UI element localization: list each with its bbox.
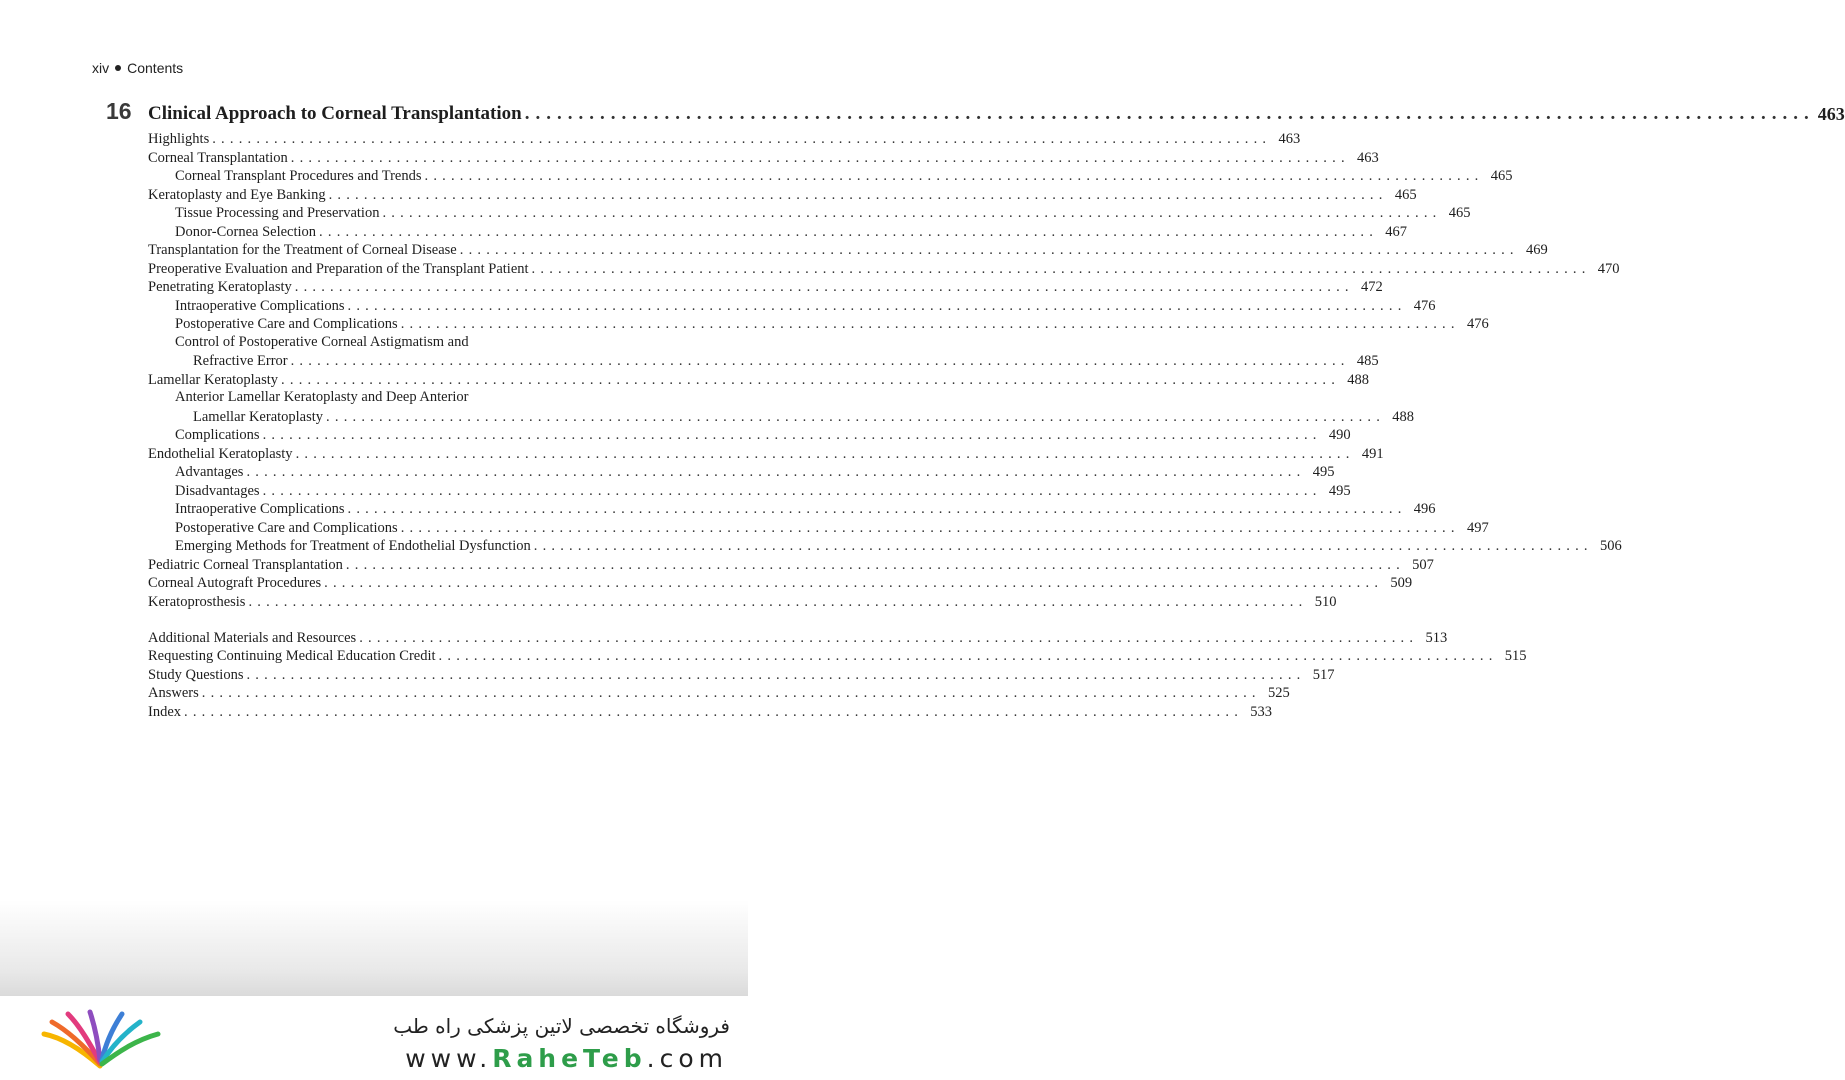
toc-entry[interactable] xyxy=(175,462,1335,481)
toc-entry[interactable] xyxy=(148,573,1413,592)
toc-entry-page: 491 xyxy=(1361,446,1384,462)
toc-entry-title: Intraoperative Complications xyxy=(175,298,345,314)
toc-entry-title: Anterior Lamellar Keratoplasty and Deep Anterior xyxy=(175,389,469,405)
toc-entry-title: Keratoprosthesis xyxy=(148,594,246,610)
dot-leader: ........................................................................................................................ xyxy=(212,131,1272,147)
dot-leader: ........................................................................................................................ xyxy=(347,501,1407,517)
bullet-icon xyxy=(115,65,121,71)
toc-entry-title: Pediatric Corneal Transplantation xyxy=(148,557,343,573)
chapter-title: Clinical Approach to Corneal Transplantation xyxy=(148,103,522,124)
dot-leader: ........................................................................................................................ xyxy=(533,538,1593,554)
toc-entry[interactable] xyxy=(175,166,1513,185)
dot-leader: ........................................................................................................................ xyxy=(201,685,1261,701)
toc-entry-title: Transplantation for the Treatment of Corneal Disease xyxy=(148,242,457,258)
dot-leader: ........................................................................................................................ xyxy=(400,520,1460,536)
toc-entry[interactable] xyxy=(148,370,1370,389)
toc-entry-page: 472 xyxy=(1361,279,1383,295)
toc-entry-title: Study Questions xyxy=(148,667,244,683)
toc-entry-page: 497 xyxy=(1466,520,1489,536)
toc-entry[interactable] xyxy=(175,518,1489,537)
toc-entry[interactable] xyxy=(175,333,665,352)
toc-entry-title: Advantages xyxy=(175,464,244,480)
dot-leader: ........................................................................................................................ xyxy=(319,224,1379,240)
toc-entry-title: Refractive Error xyxy=(193,353,288,369)
dot-leader: ........................................................................................................................ xyxy=(347,298,1407,314)
toc-entry-page: 465 xyxy=(1394,187,1417,203)
dot-leader: ........................................................................................................................ xyxy=(400,316,1460,332)
toc-entry[interactable] xyxy=(148,277,1383,296)
dot-leader: ........................................................................................................................ xyxy=(324,575,1384,591)
dot-leader: ........................................................................................................................ xyxy=(438,648,1498,664)
toc-entry-title: Donor-Cornea Selection xyxy=(175,224,317,240)
toc-entry-page: 476 xyxy=(1466,316,1489,332)
toc-entry[interactable] xyxy=(175,388,665,407)
toc-entry-page: 496 xyxy=(1413,501,1436,517)
dot-leader: ........................................................................................................................ xyxy=(326,409,1386,425)
toc-entry-page: 485 xyxy=(1356,353,1379,369)
dot-leader: ........................................................................................................................ xyxy=(382,205,1442,221)
toc-entry-title: Preoperative Evaluation and Preparation of the Transplant Patient xyxy=(148,261,529,277)
toc-entry-title: Keratoplasty and Eye Banking xyxy=(148,187,326,203)
toc-entry-title: Corneal Transplant Procedures and Trends xyxy=(175,168,422,184)
dot-leader: ........................................................................................................................ xyxy=(424,168,1484,184)
toc-entry-page: 517 xyxy=(1312,667,1335,683)
chapter-title-row[interactable] xyxy=(148,101,1845,125)
toc-entry-page: 533 xyxy=(1250,704,1273,720)
chapter-number: 16 xyxy=(106,98,132,124)
open-book-logo-icon xyxy=(36,1008,166,1072)
dot-leader: ........................................................................................................................ xyxy=(328,187,1388,203)
toc-entry-page: 469 xyxy=(1526,242,1548,258)
toc-entry[interactable] xyxy=(175,203,1471,222)
toc-entry-page: 507 xyxy=(1412,557,1434,573)
chapter-page: 463 xyxy=(1817,104,1845,124)
toc-entry[interactable] xyxy=(148,665,1335,684)
toc-entry[interactable] xyxy=(148,259,1620,278)
toc-entry-page: 495 xyxy=(1312,464,1335,480)
toc-entry-page: 467 xyxy=(1385,224,1408,240)
toc-entry[interactable] xyxy=(148,702,1273,721)
toc-entry-page: 510 xyxy=(1314,594,1337,610)
toc-entry-title: Disadvantages xyxy=(175,483,260,499)
toc-entry-page: 515 xyxy=(1504,648,1527,664)
toc-entry[interactable] xyxy=(175,314,1489,333)
dot-leader: ........................................................................................................................ xyxy=(294,279,1354,295)
toc-entry-title: Tissue Processing and Preservation xyxy=(175,205,380,221)
toc-entry-page: 525 xyxy=(1268,685,1290,701)
toc-entry-page: 465 xyxy=(1490,168,1513,184)
toc-entry[interactable] xyxy=(148,628,1448,647)
toc-entry-page: 490 xyxy=(1328,427,1351,443)
toc-entry-title: Corneal Transplantation xyxy=(148,150,288,166)
url-brand: RaheTeb xyxy=(492,1044,647,1073)
toc-entry[interactable] xyxy=(175,296,1436,315)
toc-entry-page: 488 xyxy=(1392,409,1415,425)
toc-entry-page: 463 xyxy=(1278,131,1301,147)
running-head xyxy=(92,60,183,76)
toc-entry[interactable] xyxy=(148,592,1337,611)
toc-entry-title: Complications xyxy=(175,427,260,443)
dot-leader: ........................................................................................................................ xyxy=(290,353,1350,369)
toc-entry-title: Postoperative Care and Complications xyxy=(175,316,398,332)
store-banner xyxy=(0,996,748,1080)
toc-entry-page: 509 xyxy=(1390,575,1413,591)
toc-entry[interactable] xyxy=(148,185,1417,204)
toc-entry-title: Endothelial Keratoplasty xyxy=(148,446,293,462)
toc-entry-page: 513 xyxy=(1425,630,1448,646)
store-name: فروشگاه تخصصی لاتین پزشکی راه طب xyxy=(393,1014,730,1038)
dot-leader: ........................................................................................................................ xyxy=(281,372,1341,388)
dot-leader: ........................................................................................................................ xyxy=(345,557,1405,573)
toc-entry-title: Additional Materials and Resources xyxy=(148,630,357,646)
dot-leader: ........................................................................................................................ xyxy=(246,667,1306,683)
dot-leader: ........................................................................................................................ xyxy=(295,446,1355,462)
toc-entry[interactable] xyxy=(175,222,1408,241)
toc-entry[interactable] xyxy=(175,536,1622,555)
dot-leader: ........................................................................................................................ xyxy=(246,464,1306,480)
url-suffix: .com xyxy=(646,1044,728,1073)
toc-entry-title: Penetrating Keratoplasty xyxy=(148,279,292,295)
url-prefix: www. xyxy=(405,1044,493,1073)
toc-entry-page: 506 xyxy=(1600,538,1622,554)
dot-leader: ........................................................................................................................ xyxy=(248,594,1308,610)
dot-leader: ........................................................................................................................ xyxy=(184,704,1244,720)
toc-entry[interactable] xyxy=(193,351,1379,370)
toc-entry[interactable] xyxy=(175,481,1351,500)
toc-entry-title: Intraoperative Complications xyxy=(175,501,345,517)
toc-entry-page: 463 xyxy=(1357,150,1379,166)
toc-entry[interactable] xyxy=(148,444,1384,463)
toc-entry[interactable] xyxy=(175,425,1351,444)
toc-entry-title: Requesting Continuing Medical Education Credit xyxy=(148,648,436,664)
running-head-label: Contents xyxy=(127,60,184,76)
toc-entry-page: 470 xyxy=(1597,261,1620,277)
toc-entry[interactable] xyxy=(148,240,1548,259)
toc-entry-title: Index xyxy=(148,704,182,720)
toc-entry[interactable] xyxy=(148,129,1301,148)
toc-entry-page: 488 xyxy=(1347,372,1370,388)
toc-entry-title: Postoperative Care and Complications xyxy=(175,520,398,536)
toc-entry[interactable] xyxy=(148,646,1527,665)
toc-entry-title: Lamellar Keratoplasty xyxy=(193,409,324,425)
dot-leader: ........................................................................................................................ xyxy=(459,242,1519,258)
dot-leader: ........................................................................................................................ xyxy=(290,150,1350,166)
toc-entry[interactable] xyxy=(148,683,1290,702)
page-shadow xyxy=(0,900,748,1000)
dot-leader: ........................................................................................................................ xyxy=(531,261,1591,277)
dot-leader: ........................................................................................................................ xyxy=(262,483,1322,499)
toc-entry-title: Control of Postoperative Corneal Astigmatism and xyxy=(175,334,469,350)
toc-entry-title: Corneal Autograft Procedures xyxy=(148,575,322,591)
toc-entry-title: Lamellar Keratoplasty xyxy=(148,372,279,388)
dot-leader: ........................................................................................................................ xyxy=(524,103,1815,124)
toc-entry-title: Highlights xyxy=(148,131,210,147)
dot-leader: ........................................................................................................................ xyxy=(359,630,1419,646)
toc-entry-page: 476 xyxy=(1413,298,1436,314)
store-url[interactable] xyxy=(405,1044,728,1073)
toc-entry[interactable] xyxy=(148,148,1379,167)
dot-leader: ........................................................................................................................ xyxy=(262,427,1322,443)
toc-entry[interactable] xyxy=(148,555,1434,574)
toc-entry[interactable] xyxy=(193,407,1415,426)
toc-entry[interactable] xyxy=(175,499,1436,518)
toc-entry-page: 495 xyxy=(1328,483,1351,499)
running-head-roman: xiv xyxy=(92,60,110,76)
toc-entry-title: Emerging Methods for Treatment of Endothelial Dysfunction xyxy=(175,538,531,554)
toc-entry-title: Answers xyxy=(148,685,199,701)
toc-entry-page: 465 xyxy=(1448,205,1471,221)
